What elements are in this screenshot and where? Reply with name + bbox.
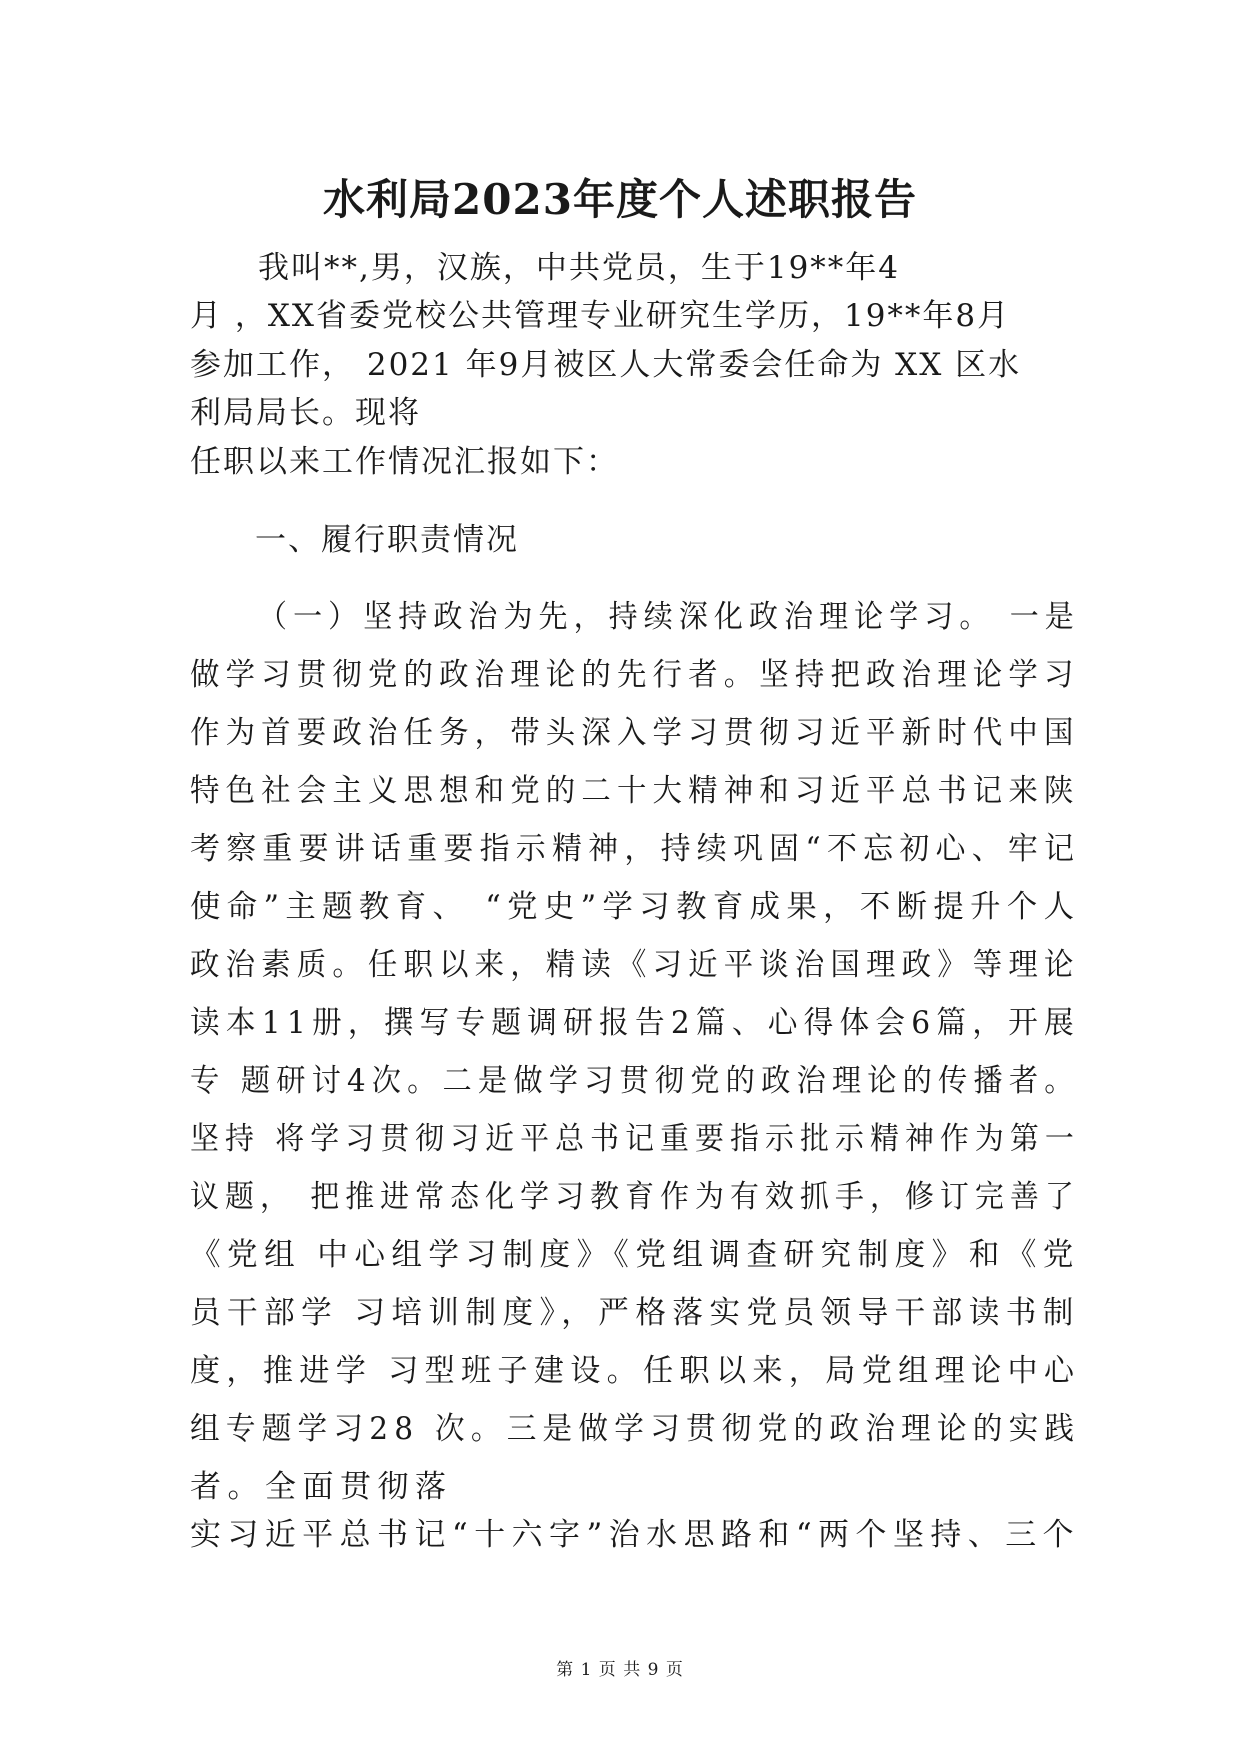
text-line: 度，推进学 习型班子建设。任职以来，局党组理论中心: [190, 1353, 1081, 1389]
text-line: 政治素质。任职以来，精读《习近平谈治国理政》等理论: [190, 947, 1080, 983]
text-line: 坚持 将学习贯彻习近平总书记重要指示批示精神作为第一: [190, 1121, 1080, 1157]
text-line: 任职以来工作情况汇报如下：: [190, 444, 619, 480]
section-heading: 一、履行职责情况: [255, 522, 519, 558]
text-line: 组专题学习28 次。三是做学习贯彻党的政治理论的实践: [190, 1411, 1081, 1447]
text-line: 者。全面贯彻落: [190, 1469, 453, 1505]
text-line: 我叫**,男，汉族，中共党员，生于19**年4: [258, 250, 901, 286]
text-line: （一）坚持政治为先，持续深化政治理论学习。 一是: [258, 599, 1080, 635]
text-line: 员干部学 习培训制度》，严格落实党员领导干部读书制: [190, 1295, 1080, 1331]
text-line: 月 ，XX省委党校公共管理专业研究生学历，19**年8月: [190, 298, 1011, 334]
text-line: 参加工作， 2021 年9月被区人大常委会任命为 XX 区水: [190, 347, 1022, 383]
text-line: 读本11册，撰写专题调研报告2篇、心得体会6篇，开展: [190, 1005, 1080, 1041]
text-line: 议题， 把推进常态化学习教育作为有效抓手，修订完善了: [190, 1179, 1080, 1215]
text-line: 考察重要讲话重要指示精神，持续巩固“不忘初心、牢记: [190, 831, 1081, 867]
text-line: 作为首要政治任务，带头深入学习贯彻习近平新时代中国: [190, 715, 1080, 751]
text-line: 利局局长。现将: [190, 395, 421, 431]
document-title: 水利局2023年度个人述职报告: [323, 175, 917, 224]
text-line: 实习近平总书记“十六字”治水思路和“两个坚持、三个: [190, 1517, 1081, 1553]
page-footer: 第 1 页 共 9 页: [556, 1660, 684, 1680]
text-line: 《党组 中心组学习制度》《党组调查研究制度》和《党: [190, 1237, 1080, 1273]
text-line: 使命”主题教育、 “党史”学习教育成果，不断提升个人: [190, 889, 1081, 925]
text-line: 特色社会主义思想和党的二十大精神和习近平总书记来陕: [190, 773, 1080, 809]
text-line: 做学习贯彻党的政治理论的先行者。坚持把政治理论学习: [190, 657, 1080, 693]
text-line: 专 题研讨4次。二是做学习贯彻党的政治理论的传播者。: [190, 1063, 1080, 1099]
